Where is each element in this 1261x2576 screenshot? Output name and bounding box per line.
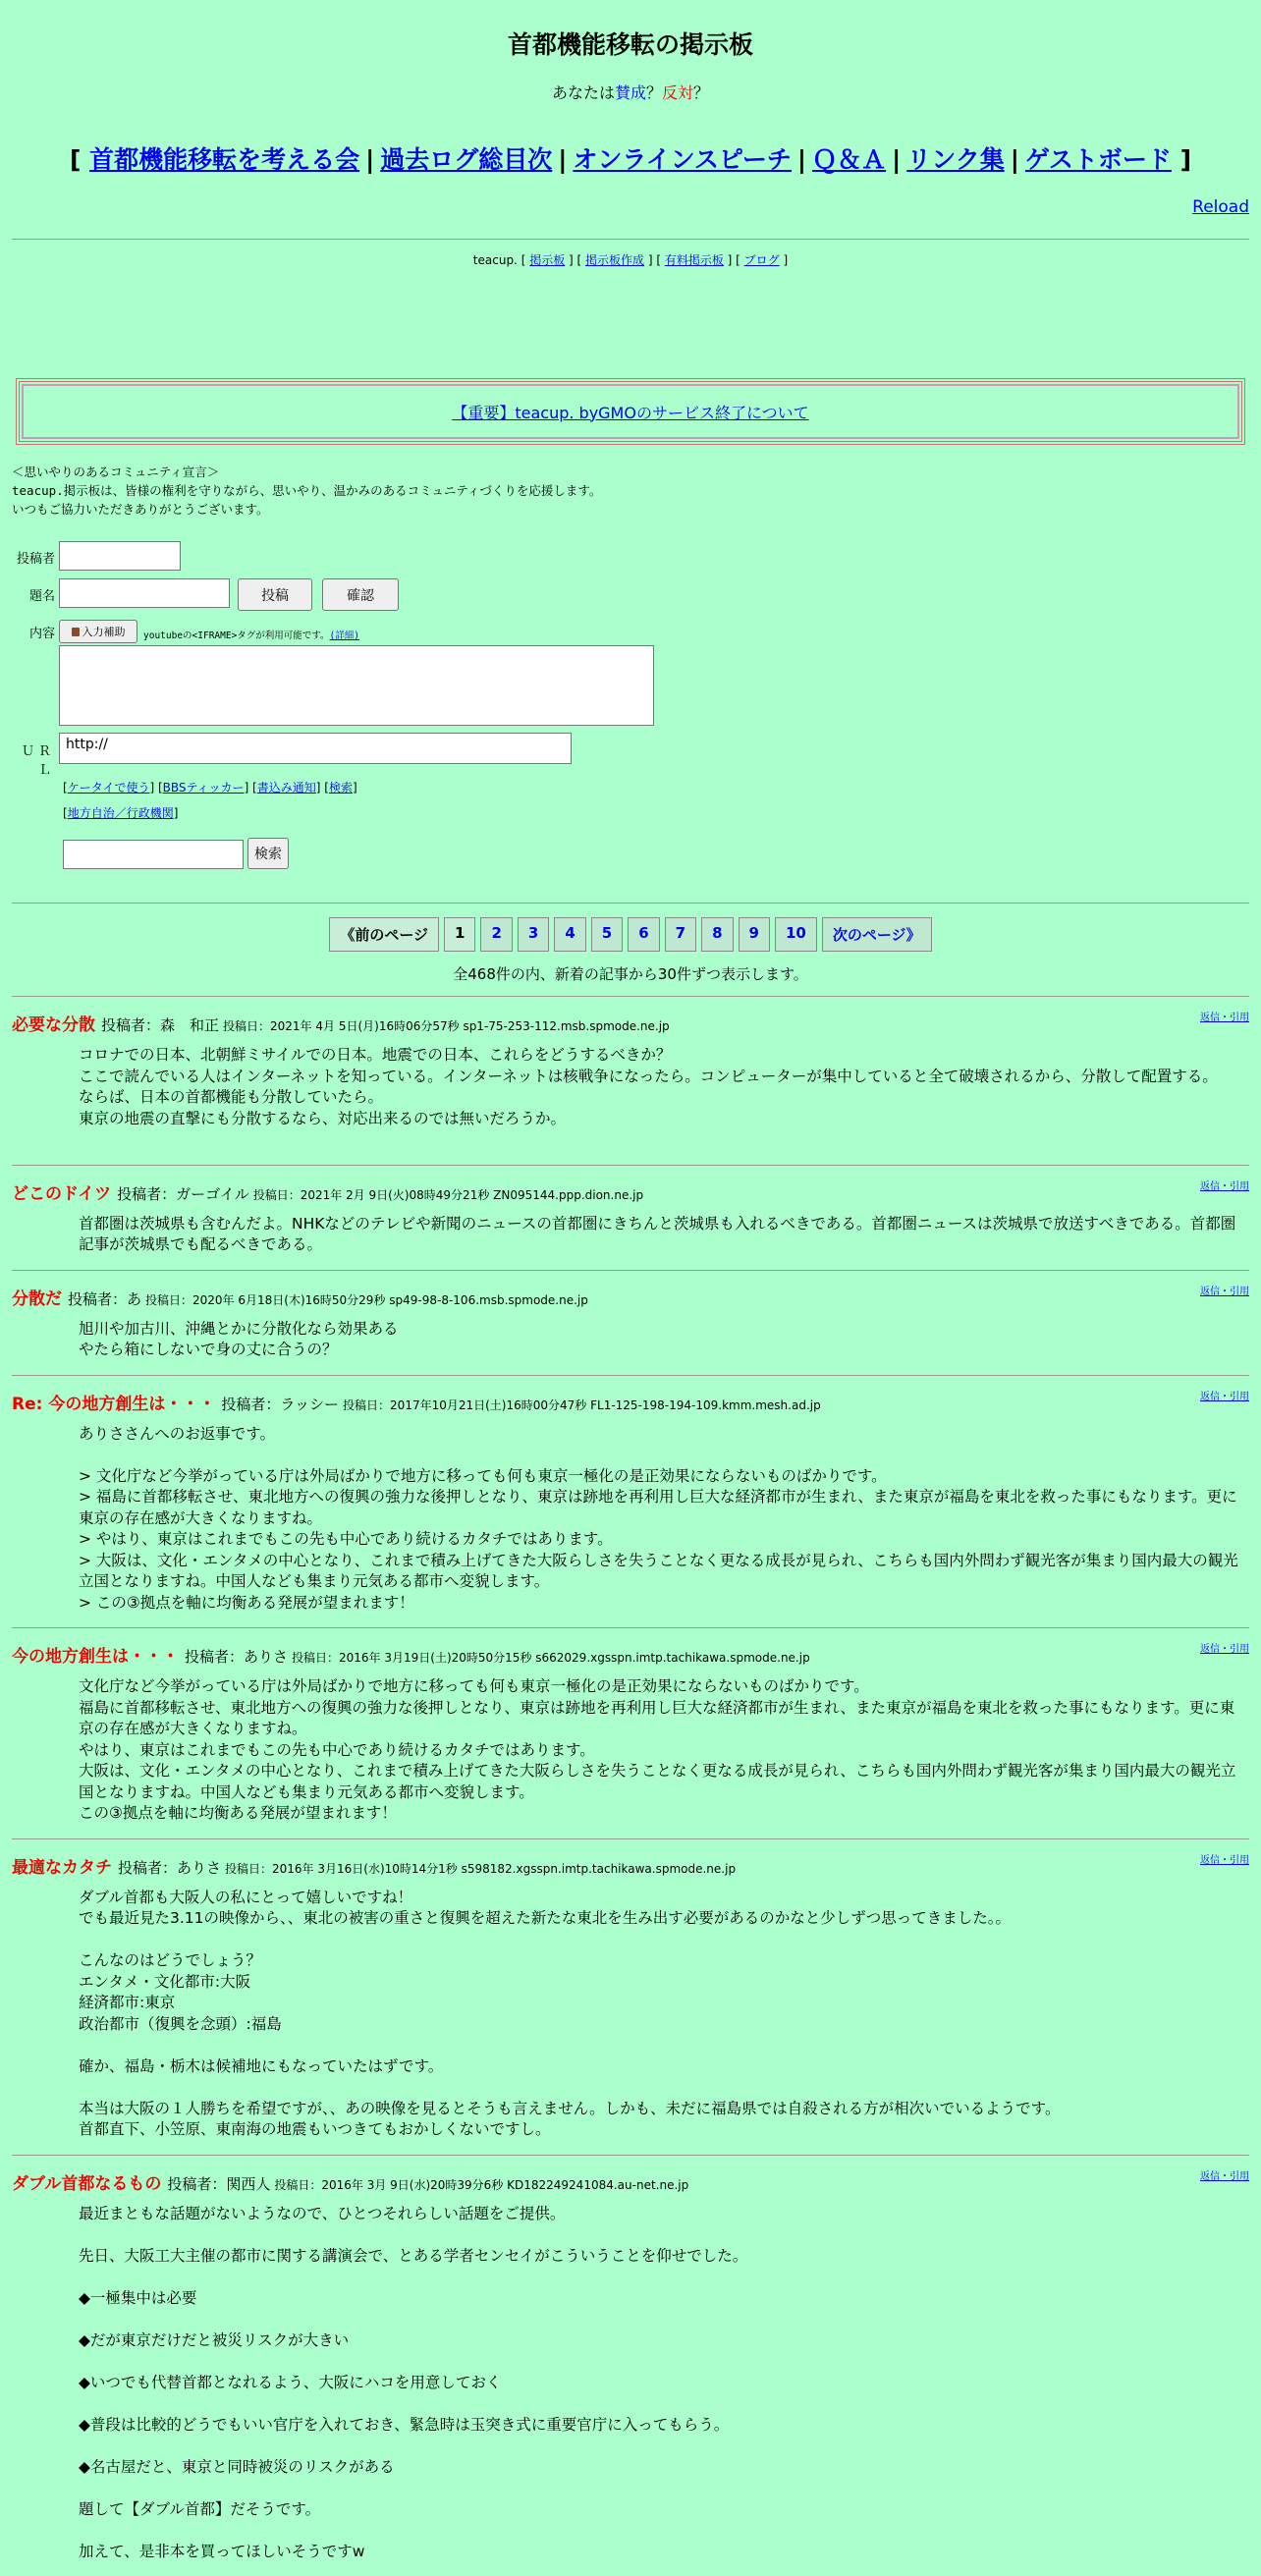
page-1[interactable]: 1 <box>444 917 475 952</box>
post-title: ダブル首都なるもの <box>12 2174 161 2194</box>
post-title: 最適なカタチ <box>12 1858 112 1878</box>
tool-links: [ケータイで使う] [BBSティッカー] [書込み通知] [検索] <box>63 779 357 795</box>
link-local-gov[interactable]: 地方自治／行政機関 <box>68 806 174 820</box>
post-body: コロナでの日本、北朝鮮ミサイルでの日本。地震での日本、これらをどうするべきか？ ここで読んでいる人はインターネットを知っている。インターネットは核戦争になったら。コンピューターが集中していると全て破壊されるから、分散して配置する。 ならば、日本の首都機能も分散していたら。 東京の地震の直撃にも分散するなら、対応出来るのでは無いだろうか。 <box>79 1045 1249 1151</box>
nav-link-guestboard[interactable]: ゲストボード <box>1025 145 1172 174</box>
input-assist-button[interactable] <box>59 620 137 643</box>
subject-label: 題名 <box>14 585 55 604</box>
post <box>12 1627 1249 1838</box>
input-assist-label: 入力補助 <box>82 624 126 639</box>
post-meta: 投稿日：2021年 2月 9日(火)08時49分21秒 ZN095144.ppp.dion.ne.jp <box>253 1188 643 1202</box>
vote-prefix: あなたは <box>552 83 615 102</box>
reply-link[interactable]: 返信・引用 <box>1200 1851 1249 1866</box>
post-author: 投稿者：ラッシー <box>221 1396 339 1413</box>
community-declaration <box>12 463 1249 519</box>
post-author: 投稿者：関西人 <box>167 2175 270 2193</box>
notice-link[interactable]: 【重要】teacup. byGMOのサービス終了について <box>452 401 808 423</box>
post-title: 分散だ <box>12 1289 62 1309</box>
nav-link-online-speech[interactable]: オンラインスピーチ <box>573 145 792 174</box>
total-count: 全468件の内、新着の記事から30件ずつ表示します。 <box>0 963 1261 984</box>
page-9[interactable]: 9 <box>739 917 770 952</box>
nav-link-qa[interactable]: Ｑ＆Ａ <box>812 145 886 174</box>
search-input[interactable] <box>63 840 244 869</box>
post-author: 投稿者：ガーゴイル <box>117 1185 249 1203</box>
nav-sep: | <box>365 145 374 174</box>
page-7[interactable]: 7 <box>665 917 696 952</box>
post-title: 必要な分散 <box>12 1015 95 1035</box>
link-ticker[interactable]: BBSティッカー <box>163 781 245 795</box>
ad-space <box>0 268 1261 378</box>
post-author: 投稿者：あ <box>68 1290 141 1308</box>
reply-link[interactable]: 返信・引用 <box>1200 1388 1249 1402</box>
link-mobile[interactable]: ケータイで使う <box>68 781 150 795</box>
post-meta: 投稿日：2016年 3月19日(土)20時50分15秒 s662029.xgsspn.imtp.tachikawa.spmode.ne.jp <box>292 1651 810 1665</box>
url-input[interactable]: http:// <box>59 733 572 764</box>
nav-sep: | <box>797 145 806 174</box>
reply-link[interactable]: 返信・引用 <box>1200 1009 1249 1023</box>
post <box>12 996 1249 1165</box>
page-6[interactable]: 6 <box>628 917 659 952</box>
vote-line <box>0 81 1261 103</box>
reply-link[interactable]: 返信・引用 <box>1200 1283 1249 1297</box>
divider <box>12 903 1249 904</box>
page-8[interactable]: 8 <box>701 917 733 952</box>
post <box>12 1165 1249 1270</box>
youtube-note: youtubeの<IFRAME>タグが利用可能です。 <box>143 630 330 641</box>
category-links: [地方自治／行政機関] <box>63 804 178 821</box>
post-author: 投稿者：森 和正 <box>101 1016 219 1034</box>
post-body: 文化庁など今挙がっている庁は外局ばかりで地方に移っても何も東京一極化の是正効果にならないものばかりです。 福島に首都移転させ、東北地方への復興の強力な後押しとなり、東京は跡地を再利用し巨大な経済都市が生まれ、また東京が福島を東北を救った事にもなります。更に東京の存在感が大きくなりますね。 やはり、東京はこれまでもこの先も中心であり続けるカタチではあります。 大阪は、文化・エンタメの中心となり、これまで積み上げてきた大阪らしさを失うことなく更なる成長が見られ、こちらも国内外問わず観光客が集まり国内最大の観光立国となりますね。中国人なども集まり元気ある都市へ変貌します。 この③拠点を軸に均衡ある発展が望まれます！ <box>79 1676 1249 1825</box>
teacup-link-bbs[interactable]: 掲示板 <box>529 253 565 267</box>
vote-q1: ？ <box>646 83 662 102</box>
declaration-line: いつもご協力いただきありがとうございます。 <box>12 500 1249 519</box>
post <box>12 1838 1249 2155</box>
post-meta: 投稿日：2020年 6月18日(木)16時50分29秒 sp49-98-8-106.msb.spmode.ne.jp <box>145 1293 588 1307</box>
post <box>12 2155 1249 2576</box>
declaration-line: teacup.掲示板は、皆様の権利を守りながら、思いやり、温かみのあるコミュニティづくりを応援します。 <box>12 481 1249 500</box>
bag-icon <box>72 628 80 636</box>
post <box>12 1375 1249 1628</box>
post <box>12 1270 1249 1375</box>
youtube-note-row <box>143 628 359 641</box>
submit-button[interactable]: 投稿 <box>238 578 312 611</box>
post-title: Re: 今の地方創生は・・・ <box>12 1395 215 1414</box>
post-form <box>14 538 1247 902</box>
page-10[interactable]: 10 <box>775 917 817 952</box>
post-body: ありささんへのお返事です。 > 文化庁など今挙がっている庁は外局ばかりで地方に移っても何も東京一極化の是正効果にならないものばかりです。 > 福島に首都移転させ、東北地方への復興の強力な後押しとなり、東京は跡地を再利用し巨大な経済都市が生まれ、また東京が福島を東北を救った事にもなります。更に東京の存在感が大きくなりますね。 > やはり、東京はこれまでもこの先も中心であり続けるカタチではあります。 > 大阪は、文化・エンタメの中心となり、これまで積み上げてきた大阪らしさを失うことなく更なる成長が見られ、こちらも国内外問わず観光客が集まり国内最大の観光立国となりますね。中国人なども集まり元気ある都市へ変貌します。 > この③拠点を軸に均衡ある発展が望まれます！ <box>79 1424 1249 1615</box>
post-body: ダブル首都も大阪人の私にとって嬉しいですね！ でも最近見た3.11の映像から、、東北の被害の重さと復興を超えた新たな東北を生み出す必要があるのかなと少しずつ思ってきました。。 こんなのはどうでしょう？ エンタメ・文化都市:大阪 経済都市:東京 政治都市（復興を念頭）:福島 確か、福島・栃木は候補地にもなっていたはずです。 本当は大阪の１人勝ちを希望ですが、、あの映像を見るとそうも言えません。しかも、未だに福島県では自殺される方が相次いでいるようです。 首都直下、小笠原、東南海の地震もいつきてもおかしくないですし。 <box>79 1888 1249 2141</box>
vote-no-link[interactable]: 反対 <box>662 83 693 102</box>
post-meta: 投稿日：2016年 3月16日(水)10時14分1秒 s598182.xgsspn.imtp.tachikawa.spmode.ne.jp <box>225 1862 736 1876</box>
nav-close-bracket: ] <box>1180 145 1191 174</box>
pager <box>0 917 1261 952</box>
next-page-button[interactable]: 次のページ》 <box>822 917 932 952</box>
teacup-links: teacup. [ 掲示板 ] [ 掲示板作成 ] [ 有料掲示板 ] [ ブログ ] <box>0 251 1261 268</box>
teacup-link-blog[interactable]: ブログ <box>744 253 780 267</box>
nav-sep: | <box>1011 145 1019 174</box>
post-list <box>0 996 1261 2576</box>
content-label: 内容 <box>14 623 55 641</box>
reload-row <box>0 197 1261 217</box>
post-body: 首都圏は茨城県も含むんだよ。NHKなどのテレビや新聞のニュースの首都圏にきちんと茨城県も入れるべきである。首都圏ニュースは茨城県で放送すべきである。首都圏記事が茨城県でも配るべきである。 <box>79 1214 1249 1256</box>
link-notify[interactable]: 書込み通知 <box>257 781 316 795</box>
reply-link[interactable]: 返信・引用 <box>1200 1178 1249 1192</box>
reload-link[interactable]: Reload <box>1192 197 1249 217</box>
url-label: ＵＲＬ <box>14 740 55 778</box>
post-author: 投稿者：ありさ <box>118 1859 221 1877</box>
post-body: 旭川や加古川、沖縄とかに分散化なら効果ある やたら箱にしないで身の丈に合うの？ <box>79 1319 1249 1361</box>
post-meta: 投稿日：2021年 4月 5日(月)16時06分57秒 sp1-75-253-112.msb.spmode.ne.jp <box>223 1019 670 1033</box>
nav-open-bracket: [ <box>70 145 81 174</box>
content-textarea[interactable] <box>59 645 654 726</box>
page-4[interactable]: 4 <box>554 917 585 952</box>
search-button[interactable]: 検索 <box>247 838 289 869</box>
post-title: どこのドイツ <box>12 1184 111 1204</box>
reply-link[interactable]: 返信・引用 <box>1200 1640 1249 1655</box>
subject-input[interactable] <box>59 578 230 608</box>
notice-box <box>16 378 1245 445</box>
confirm-button[interactable]: 確認 <box>322 578 399 611</box>
post-meta: 投稿日：2017年10月21日(土)16時00分47秒 FL1-125-198-194-109.kmm.mesh.ad.jp <box>343 1398 821 1412</box>
prev-page-button[interactable]: 《前のページ <box>329 917 439 952</box>
page-5[interactable]: 5 <box>591 917 623 952</box>
declaration-line: ＜思いやりのあるコミュニティ宣言＞ <box>12 463 1249 481</box>
page-2[interactable]: 2 <box>480 917 512 952</box>
nav-link-society[interactable]: 首都機能移転を考える会 <box>89 145 359 174</box>
page-3[interactable]: 3 <box>518 917 549 952</box>
reply-link[interactable]: 返信・引用 <box>1200 2167 1249 2182</box>
vote-q2: ？ <box>693 83 709 102</box>
nav-sep: | <box>558 145 567 174</box>
teacup-brand: teacup. <box>473 253 518 267</box>
nav-sep: | <box>892 145 901 174</box>
page-title: 首都機能移転の掲示板 <box>0 0 1261 61</box>
teacup-link-create[interactable]: 掲示板作成 <box>585 253 644 267</box>
post-body: 最近まともな話題がないようなので、ひとつそれらしい話題をご提供。 先日、大阪工大主催の都市に関する講演会で、とある学者センセイがこういうことを仰せでした。 ◆一極集中は必要 ◆だが東京だけだと被災リスクが大きい ◆いつでも代替首都となれるよう、大阪にハコを用意しておく ◆普段は比較的どうでもいい官庁を入れておき、緊急時は玉突き式に重要官庁に入ってもらう。 ◆名古屋だと、東京と同時被災のリスクがある 題して【ダブル首都】だそうです。 加えて、是非本を買ってほしいそうですw <box>79 2204 1249 2563</box>
post-title: 今の地方創生は・・・ <box>12 1647 179 1667</box>
details-link[interactable]: (詳細) <box>330 630 359 641</box>
teacup-link-paid[interactable]: 有料掲示板 <box>665 253 724 267</box>
author-input[interactable] <box>59 541 181 571</box>
author-label: 投稿者 <box>14 548 55 567</box>
divider <box>12 239 1249 240</box>
link-search[interactable]: 検索 <box>329 781 353 795</box>
post-author: 投稿者：ありさ <box>185 1648 288 1666</box>
post-meta: 投稿日：2016年 3月 9日(水)20時39分6秒 KD182249241084.au-net.ne.jp <box>274 2178 688 2192</box>
nav-link-links[interactable]: リンク集 <box>906 145 1005 174</box>
nav-link-log-index[interactable]: 過去ログ総目次 <box>380 145 552 174</box>
main-nav <box>0 140 1261 176</box>
vote-yes-link[interactable]: 賛成 <box>615 83 646 102</box>
